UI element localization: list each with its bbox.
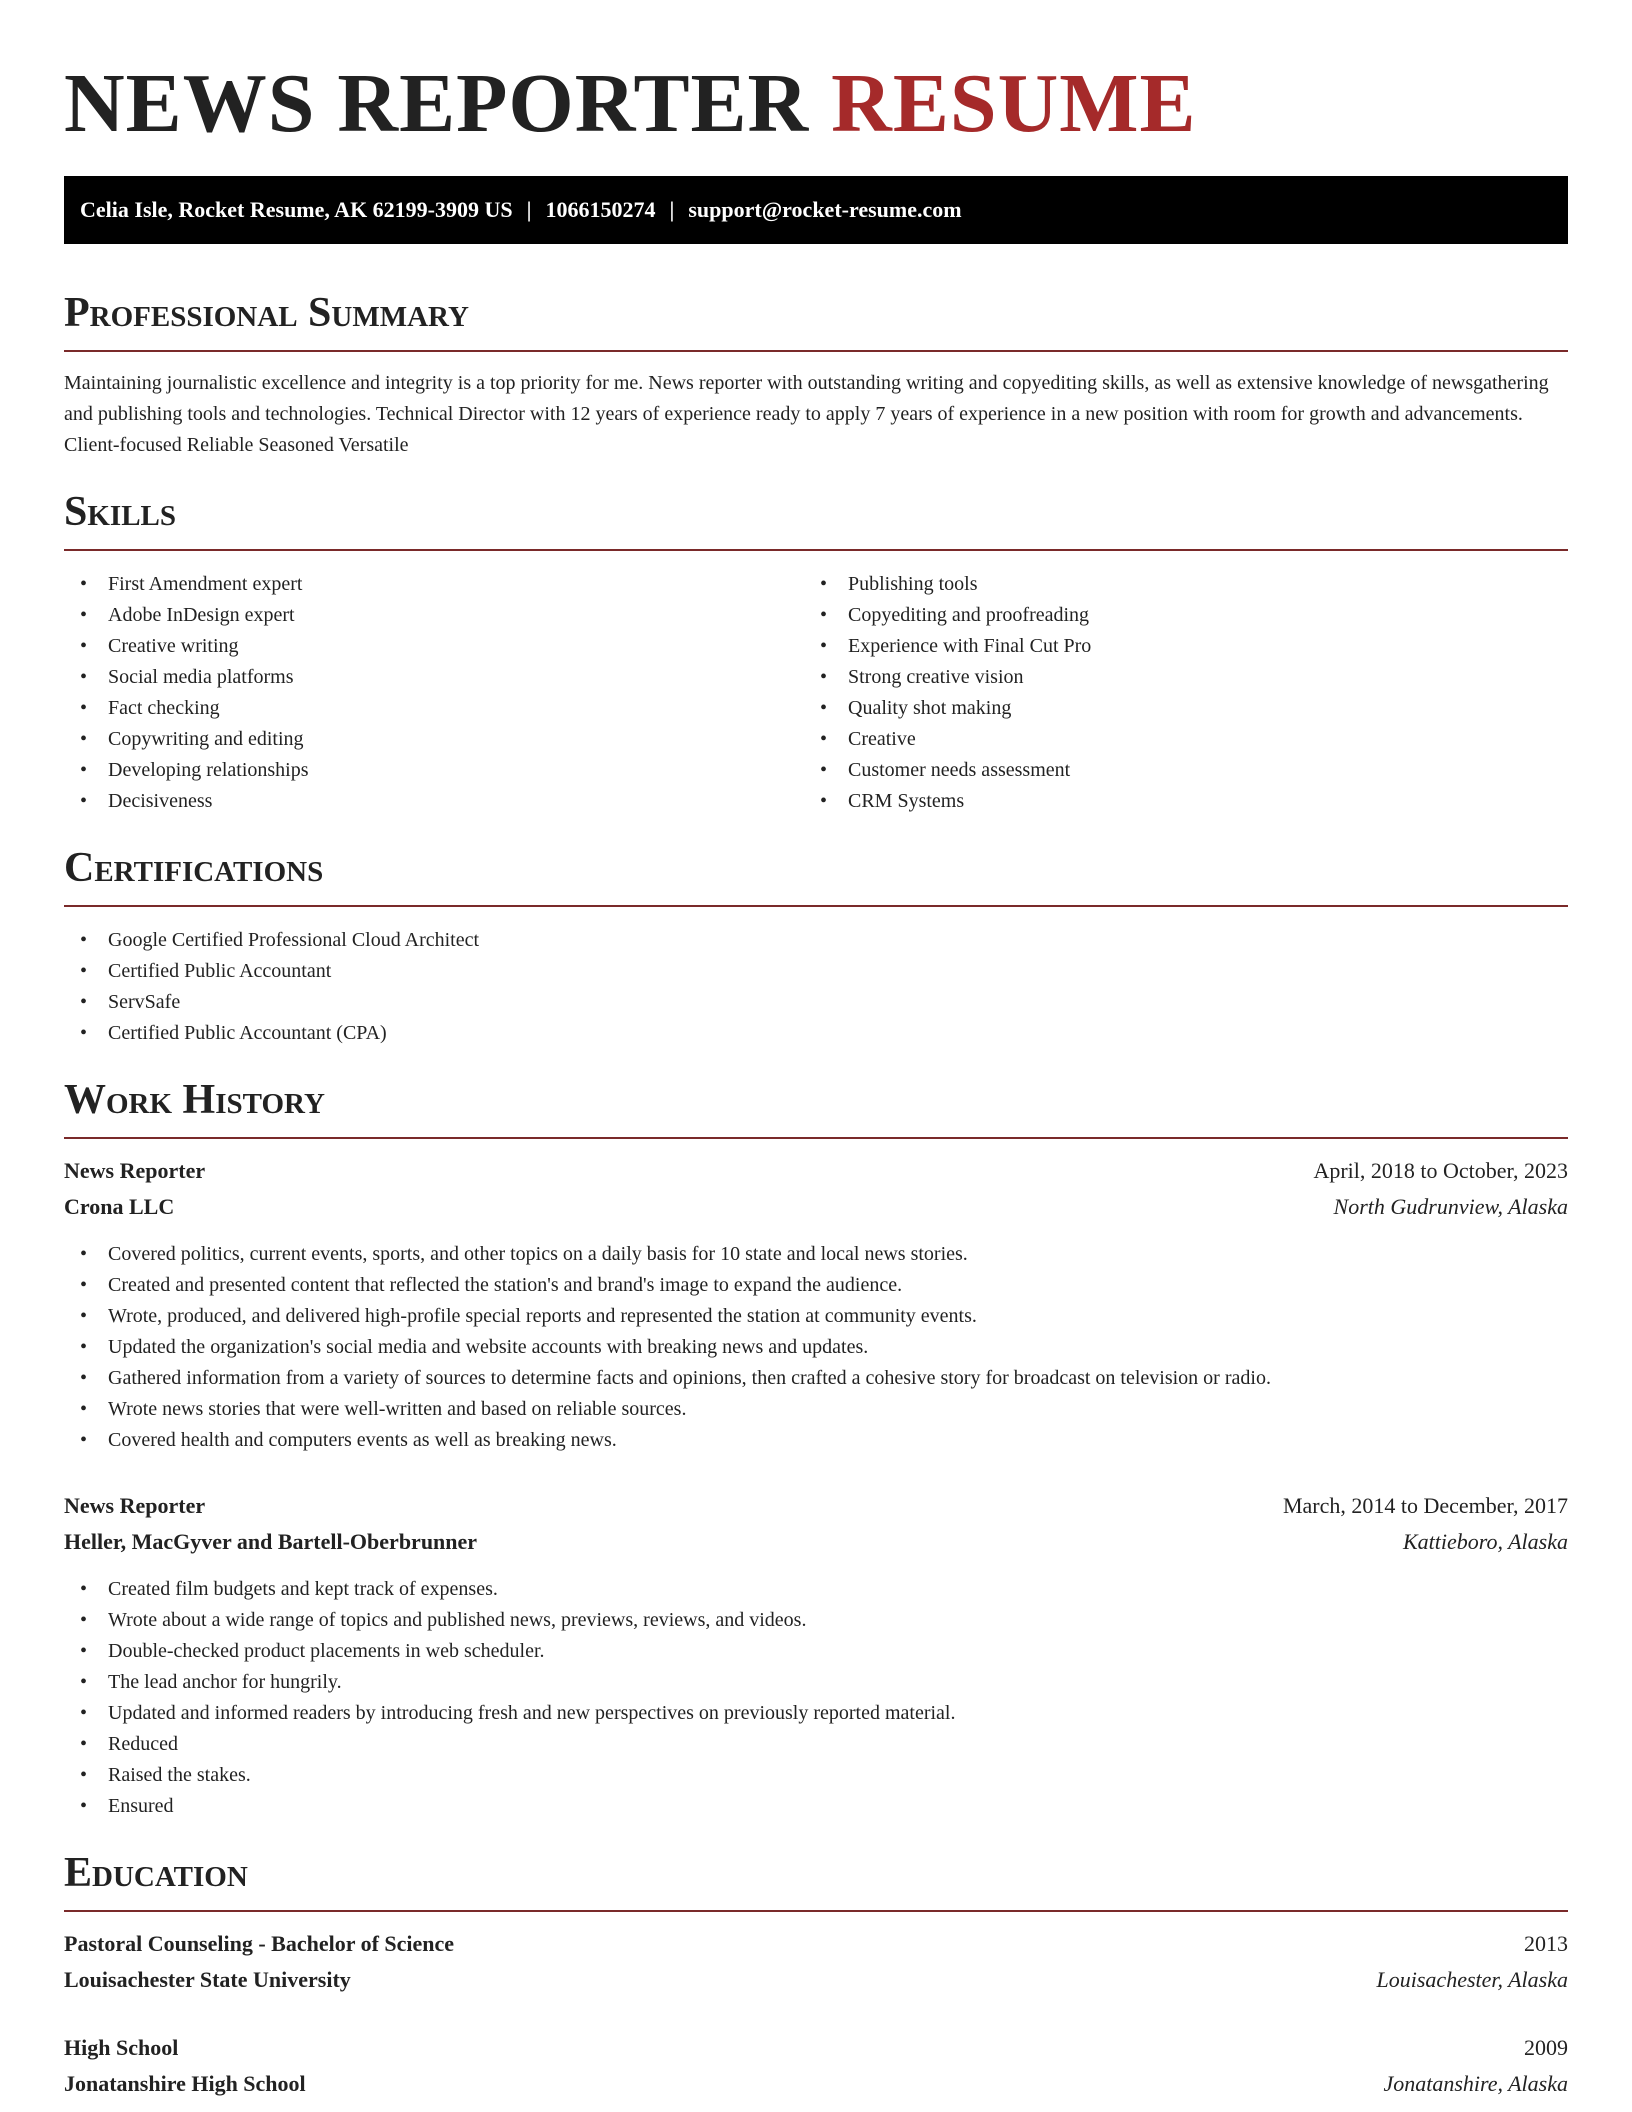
section-divider xyxy=(64,905,1568,907)
job-dates: March, 2014 to December, 2017 xyxy=(1282,1493,1568,1518)
certifications-section xyxy=(64,843,1568,1049)
education-degree-row xyxy=(64,2030,1568,2066)
job-bullets xyxy=(64,1574,1568,1822)
skill-item: • Customer needs assessment xyxy=(804,755,1544,786)
certification-item: • ServSafe xyxy=(64,987,1568,1018)
skill-item: • Creative xyxy=(804,724,1544,755)
skill-item: • Experience with Final Cut Pro xyxy=(804,631,1544,662)
page-title xyxy=(64,0,1568,152)
title-accent: RESUME xyxy=(831,57,1197,150)
skill-item: • Fact checking xyxy=(64,693,804,724)
job-location: Kattieboro, Alaska xyxy=(1403,1529,1568,1554)
job-bullet: • Covered politics, current events, sports, and other topics on a daily basis for 10 state and local news stories. xyxy=(64,1239,1568,1270)
section-divider xyxy=(64,1910,1568,1912)
job-bullet: • Created film budgets and kept track of expenses. xyxy=(64,1574,1568,1605)
job-bullet: • Wrote news stories that were well-written and based on reliable sources. xyxy=(64,1394,1568,1425)
job-company-row xyxy=(64,1524,1568,1560)
certification-item: • Certified Public Accountant (CPA) xyxy=(64,1018,1568,1049)
certifications-list xyxy=(64,925,1568,1049)
job-bullet: • The lead anchor for hungrily. xyxy=(64,1667,1568,1698)
skill-item: • Publishing tools xyxy=(804,569,1544,600)
education-section xyxy=(64,1848,1568,2102)
job-bullet: • Double-checked product placements in web scheduler. xyxy=(64,1636,1568,1667)
job-bullets xyxy=(64,1239,1568,1456)
skill-item: • Copyediting and proofreading xyxy=(804,600,1544,631)
skill-item: • Decisiveness xyxy=(64,786,804,817)
job-entry xyxy=(64,1153,1568,1456)
job-entry xyxy=(64,1488,1568,1822)
education-degree: Pastoral Counseling - Bachelor of Science xyxy=(64,1931,455,1956)
summary-heading: Professional Summary xyxy=(64,290,469,336)
contact-separator: | xyxy=(669,197,675,222)
job-bullet: • Covered health and computers events as well as breaking news. xyxy=(64,1425,1568,1456)
section-divider xyxy=(64,350,1568,352)
contact-address: Celia Isle, Rocket Resume, AK 62199-3909 US xyxy=(80,197,513,222)
summary-section xyxy=(64,288,1568,461)
education-entry xyxy=(64,1926,1568,1998)
job-bullet: • Wrote, produced, and delivered high-profile special reports and represented the station at community events. xyxy=(64,1301,1568,1332)
skill-item: • First Amendment expert xyxy=(64,569,804,600)
job-bullet: • Wrote about a wide range of topics and published news, previews, reviews, and videos. xyxy=(64,1605,1568,1636)
job-bullet: • Reduced xyxy=(64,1729,1568,1760)
job-company: Heller, MacGyver and Bartell-Oberbrunner xyxy=(64,1529,478,1554)
skill-item: • Copywriting and editing xyxy=(64,724,804,755)
job-title: News Reporter xyxy=(64,1158,206,1183)
job-header-row xyxy=(64,1488,1568,1524)
job-company: Crona LLC xyxy=(64,1194,175,1219)
job-bullet: • Ensured xyxy=(64,1791,1568,1822)
skills-heading: Skills xyxy=(64,489,177,535)
skills-columns xyxy=(64,551,1568,817)
skill-item: • Social media platforms xyxy=(64,662,804,693)
certifications-heading: Certifications xyxy=(64,845,324,891)
education-location: Louisachester, Alaska xyxy=(1376,1967,1568,1992)
education-degree-row xyxy=(64,1926,1568,1962)
skills-list-left xyxy=(64,569,804,817)
job-location: North Gudrunview, Alaska xyxy=(1333,1194,1568,1219)
education-degree: High School xyxy=(64,2035,179,2060)
job-title: News Reporter xyxy=(64,1493,206,1518)
certification-item: • Certified Public Accountant xyxy=(64,956,1568,987)
skill-item: • Creative writing xyxy=(64,631,804,662)
contact-separator: | xyxy=(526,197,532,222)
work-history-section xyxy=(64,1075,1568,1822)
resume-page xyxy=(64,0,1568,2102)
title-main: NEWS REPORTER xyxy=(64,57,810,150)
contact-email: support@rocket-resume.com xyxy=(688,197,962,222)
education-year: 2009 xyxy=(1524,2035,1568,2060)
certification-item: • Google Certified Professional Cloud Architect xyxy=(64,925,1568,956)
education-heading: Education xyxy=(64,1850,248,1896)
education-location: Jonatanshire, Alaska xyxy=(1383,2071,1568,2096)
contact-phone: 1066150274 xyxy=(545,197,656,222)
education-entry xyxy=(64,2030,1568,2102)
section-divider xyxy=(64,1137,1568,1139)
job-header-row xyxy=(64,1153,1568,1189)
job-bullet: • Created and presented content that reflected the station's and brand's image to expand the audience. xyxy=(64,1270,1568,1301)
skill-item: • Adobe InDesign expert xyxy=(64,600,804,631)
skill-item: • Quality shot making xyxy=(804,693,1544,724)
job-dates: April, 2018 to October, 2023 xyxy=(1313,1158,1568,1183)
summary-text: Maintaining journalistic excellence and integrity is a top priority for me. News reporter with outstanding writing and copyediting skills, as well as extensive knowledge of newsgathering and publishing tools and technologies. Technical Director with 12 years of experience ready to apply 7 years of experience in a new position with room for growth and advancements. Client-focused Reliable Seasoned Versatile xyxy=(64,372,1549,456)
job-bullet: • Raised the stakes. xyxy=(64,1760,1568,1791)
education-school-row xyxy=(64,2066,1568,2102)
education-school: Louisachester State University xyxy=(64,1967,351,1992)
education-school-row xyxy=(64,1962,1568,1998)
education-year: 2013 xyxy=(1524,1931,1568,1956)
skill-item: • Strong creative vision xyxy=(804,662,1544,693)
job-bullet: • Updated and informed readers by introducing fresh and new perspectives on previously reported material. xyxy=(64,1698,1568,1729)
skill-item: • Developing relationships xyxy=(64,755,804,786)
job-bullet: • Updated the organization's social media and website accounts with breaking news and updates. xyxy=(64,1332,1568,1363)
contact-bar xyxy=(64,176,1568,244)
job-bullet: • Gathered information from a variety of sources to determine facts and opinions, then crafted a cohesive story for broadcast on television or radio. xyxy=(64,1363,1568,1394)
work-history-heading: Work History xyxy=(64,1077,325,1123)
job-company-row xyxy=(64,1189,1568,1225)
skill-item: • CRM Systems xyxy=(804,786,1544,817)
education-school: Jonatanshire High School xyxy=(64,2071,306,2096)
skills-section xyxy=(64,487,1568,817)
skills-list-right xyxy=(804,569,1544,817)
